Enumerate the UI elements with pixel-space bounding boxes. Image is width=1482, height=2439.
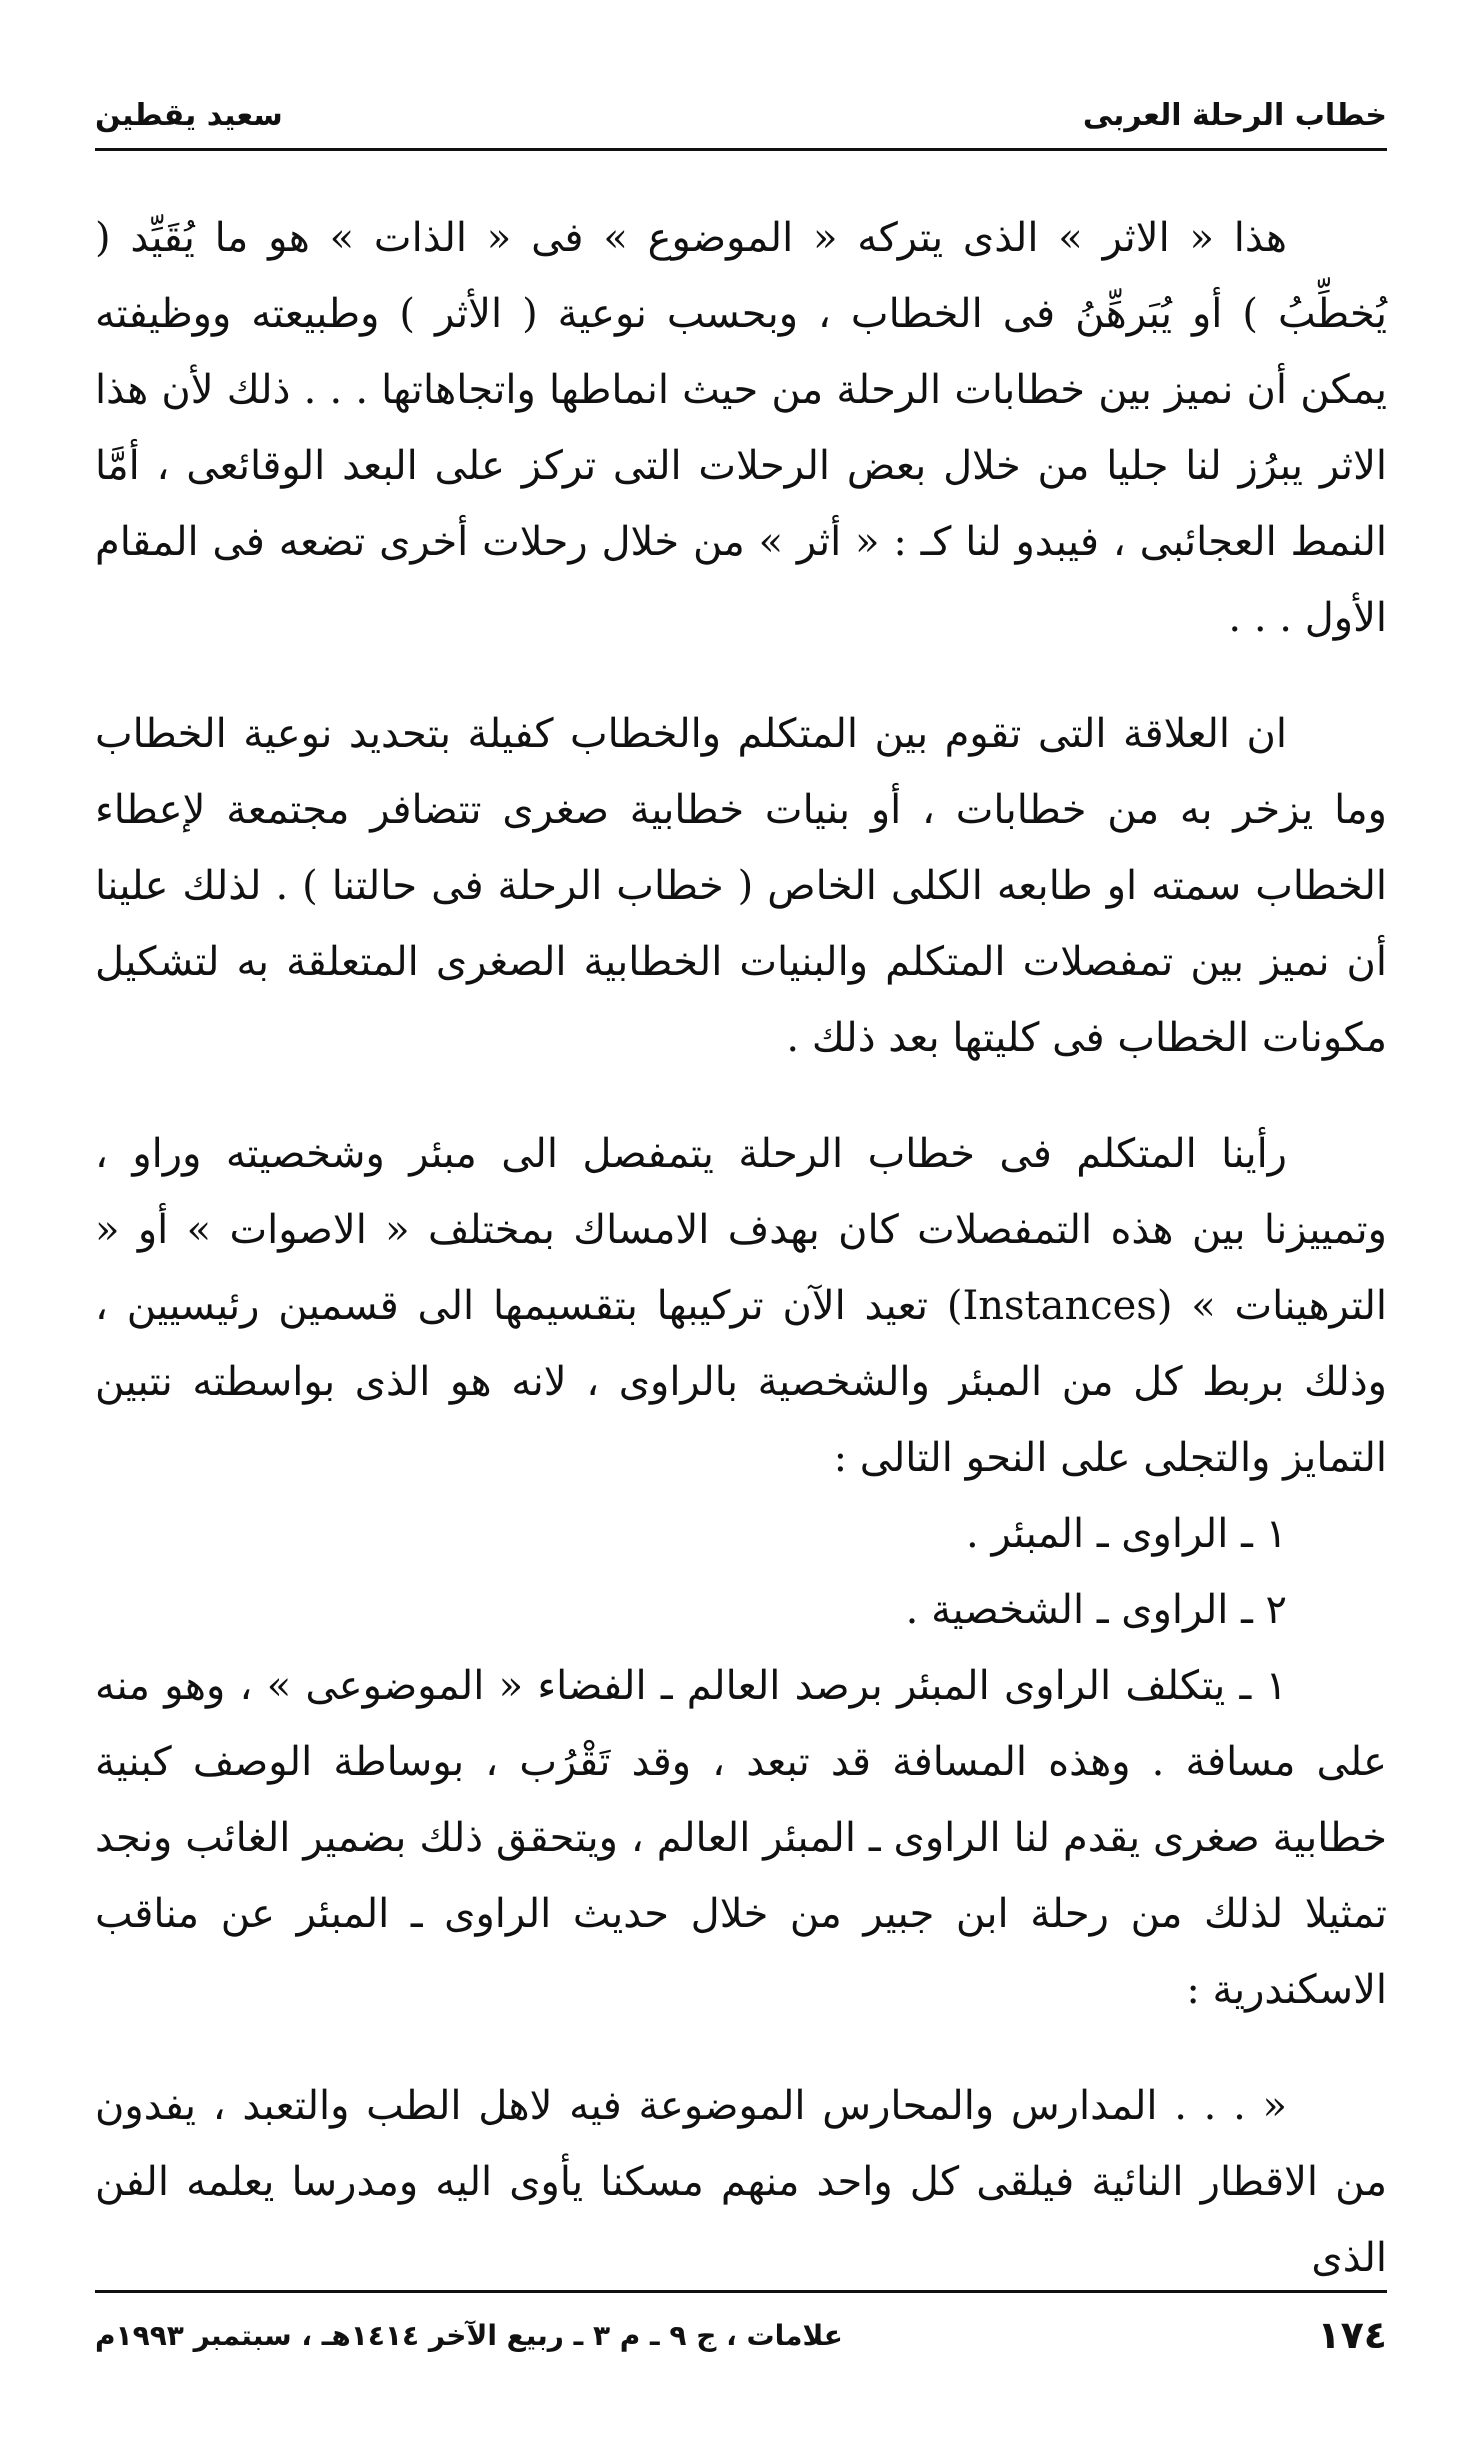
paragraph-2: ان العلاقة التى تقوم بين المتكلم والخطاب كفيلة بتحديد نوعية الخطاب وما يزخر به من خطابات ، أو بنيات خطابية صغرى تتضافر مجتمعة لإعطاء الخطاب سمته او طابعه الكلى الخاص ( خطاب الرحلة فى حالتنا ) . لذلك علينا أن نميز بين تمفصلات المتكلم والبنيات الخطابية الصغرى المتعلقة به لتشكيل مكونات الخطاب فى كليتها بعد ذلك .: [95, 711, 1387, 1061]
page-number: ١٧٤: [1317, 2313, 1387, 2357]
header-divider: [95, 148, 1387, 151]
paragraph-1: هذا « الاثر » الذى يتركه « الموضوع » فى « الذات » هو ما يُقَيِّد ( يُخطِّبُ ) أو يُبَرهِّنُ فى الخطاب ، وبحسب نوعية ( الأثر ) وطبيعته ووظيفته يمكن أن نميز بين خطابات الرحلة من حيث انماطها واتجاهاتها . . . ذلك لأن هذا الاثر يبرُز لنا جليا من خلال بعض الرحلات التى تركز على البعد الوقائعى ، أمَّا النمط العجائبى ، فيبدو لنا كـ : « أثر » من خلال رحلات أخرى تضعه فى المقام الأول . . .: [95, 215, 1387, 641]
footer-divider: [95, 2290, 1387, 2293]
paragraph-4: ١ ـ يتكلف الراوى المبئر برصد العالم ـ الفضاء « الموضوعى » ، وهو منه على مسافة . وهذه المسافة قد تبعد ، وقد تَقْرُب ، بوساطة الوصف كبنية خطابية صغرى يقدم لنا الراوى ـ المبئر العالم ، ويتحقق ذلك بضمير الغائب ونجد تمثيلا لذلك من رحلة ابن جبير من خلال حديث الراوى ـ المبئر عن مناقب الاسكندرية :: [95, 1663, 1388, 2013]
paragraph-3: رأينا المتكلم فى خطاب الرحلة يتمفصل الى مبئر وشخصيته وراو ، وتمييزنا بين هذه التمفصلات كان بهدف الامساك بمختلف « الاصوات » أو « الترهينات » (Instances) تعيد الآن تركيبها بتقسيمها الى قسمين رئيسيين ، وذلك بربط كل من المبئر والشخصية بالراوى ، لانه هو الذى بواسطته نتبين التمايز والتجلى على النحو التالى :: [95, 1131, 1387, 1481]
quotation: « . . . المدارس والمحارس الموضوعة فيه لاهل الطب والتعبد ، يفدون من الاقطار النائية فيلقى كل واحد منهم مسكنا يأوى اليه ومدرسا يعلمه الفن الذى: [95, 2083, 1387, 2281]
list-item-1: ١ ـ الراوى ـ المبئر .: [966, 1511, 1287, 1557]
journal-citation: علامات ، ج ٩ ـ م ٣ ـ ربيع الآخر ١٤١٤هـ ، سبتمبر ١٩٩٣م: [95, 2318, 843, 2352]
page-footer: [95, 2300, 1387, 2370]
article-body: [95, 200, 1387, 2296]
list-item-2: ٢ ـ الراوى ـ الشخصية .: [905, 1587, 1287, 1633]
running-author: سعيد يقطين: [95, 97, 283, 133]
running-title: خطاب الرحلة العربى: [1082, 97, 1387, 133]
page-header: [95, 85, 1387, 145]
